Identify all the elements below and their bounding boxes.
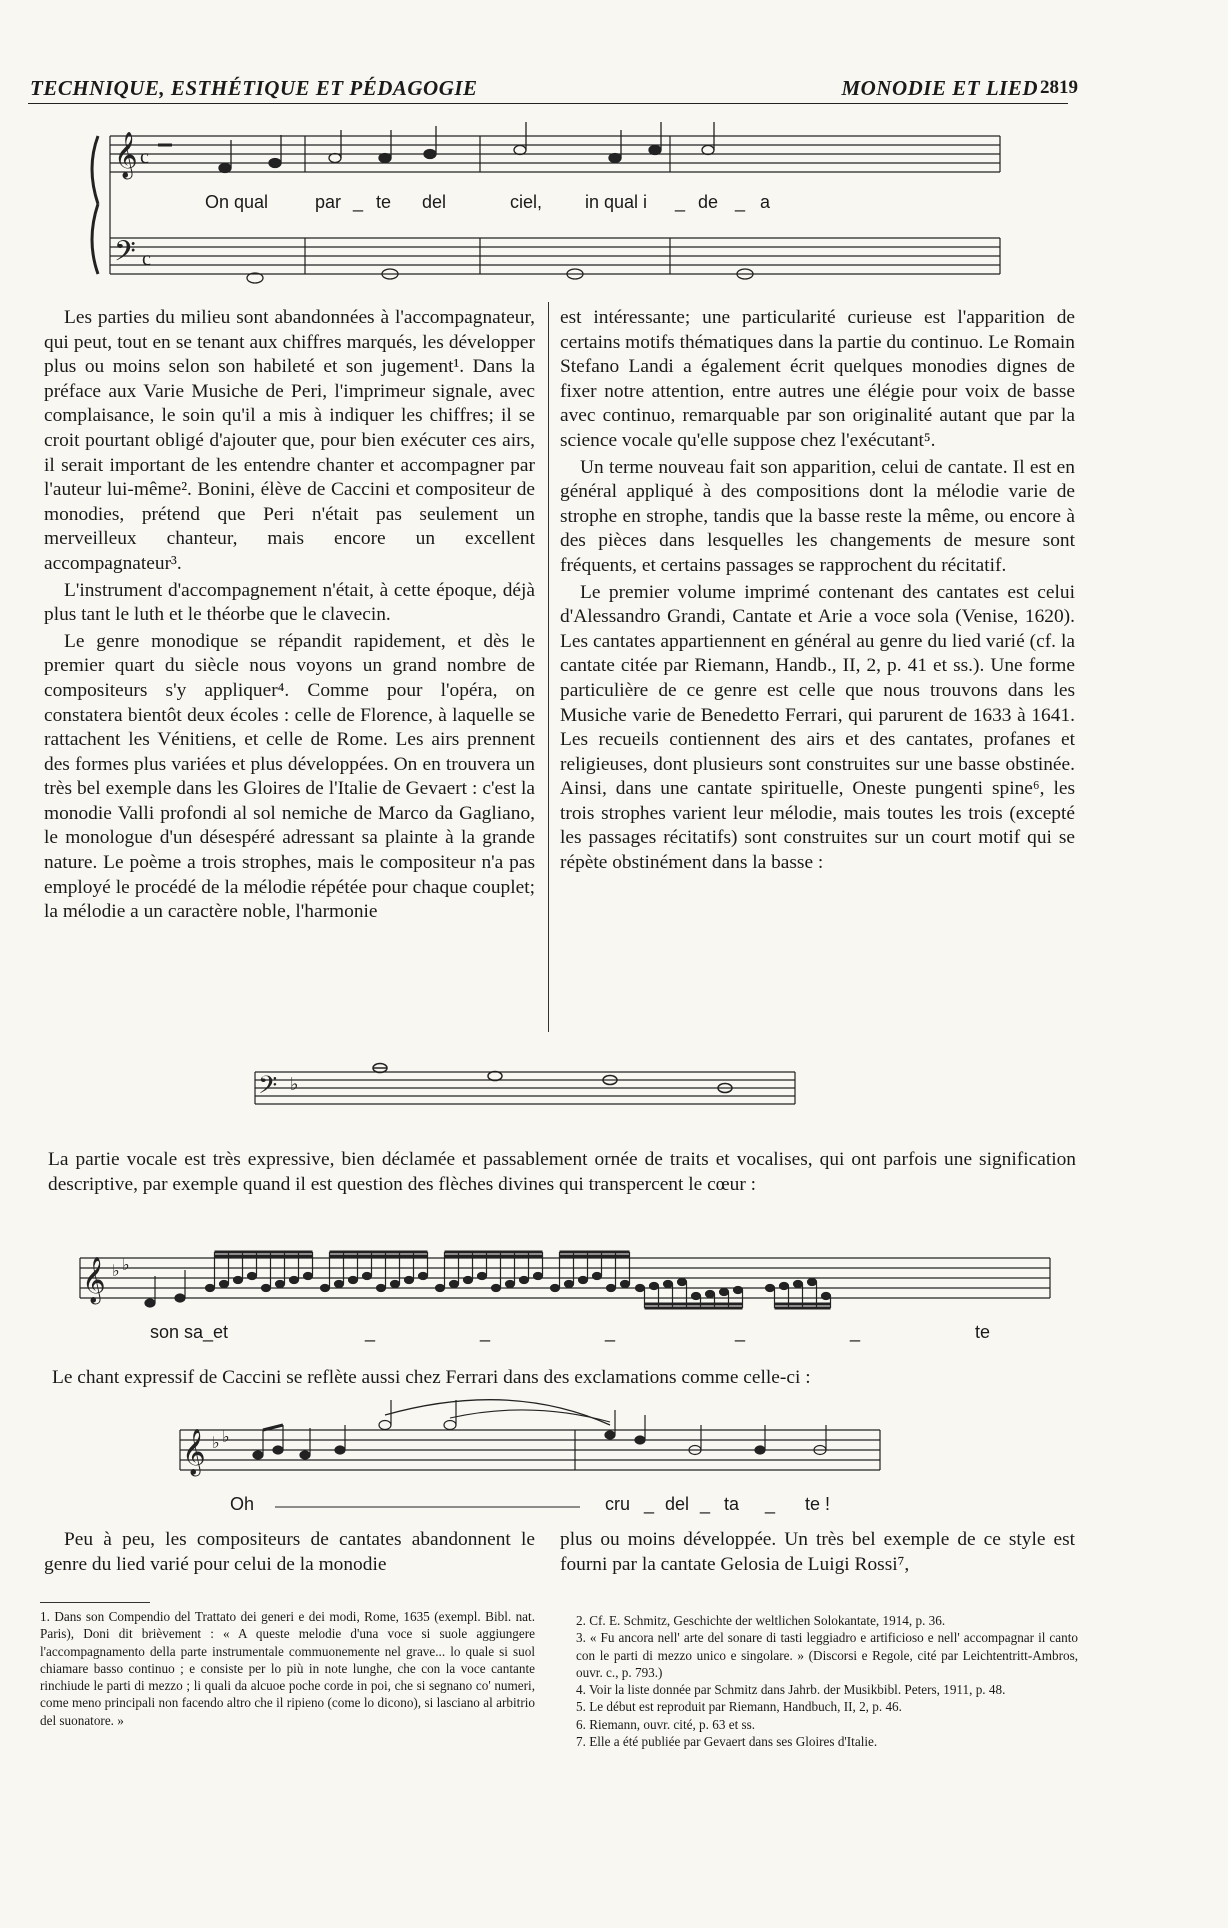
note — [335, 1281, 344, 1288]
lyric: del — [422, 192, 447, 212]
lyric: del — [665, 1494, 690, 1514]
running-header-left: TECHNIQUE, ESTHÉTIQUE ET PÉDAGOGIE — [30, 76, 478, 100]
note — [579, 1277, 588, 1284]
lyric: son sa_et — [150, 1322, 229, 1342]
note — [262, 1285, 271, 1292]
svg-text:𝄞: 𝄞 — [82, 1257, 106, 1302]
note — [706, 1291, 715, 1298]
note — [492, 1285, 501, 1292]
paragraph: Un terme nouveau fait son apparition, celui de cantate. Il est en général appliqué à des compositions dont la mélodie varie de strophe en strophe, tandis que la basse reste la même, ou encore à des pièces dans lesquelles les changements de mesure sont fréquents, et certains passages se rapprochent du récitatif. — [560, 456, 1075, 576]
note — [321, 1285, 330, 1292]
note — [794, 1281, 803, 1288]
svg-text:𝄢: 𝄢 — [114, 237, 136, 274]
note — [808, 1279, 817, 1286]
note — [506, 1281, 515, 1288]
text-column-left-bottom — [44, 1528, 535, 1579]
column-rule — [548, 302, 549, 1032]
text-column-right-bottom — [560, 1528, 1075, 1579]
lyric: _ — [700, 1494, 711, 1514]
paragraph-partie-vocale — [48, 1148, 1076, 1197]
lyric: _ — [735, 1322, 746, 1342]
lyric: _ — [365, 1322, 376, 1342]
svg-text:𝄞: 𝄞 — [182, 1429, 206, 1474]
note — [780, 1283, 789, 1290]
lyric: On qual — [205, 192, 269, 212]
lyric: te ! — [805, 1494, 831, 1514]
note — [565, 1281, 574, 1288]
note — [405, 1277, 414, 1284]
example1-lyrics — [205, 192, 771, 213]
note — [664, 1281, 673, 1288]
paragraph: La partie vocale est très expressive, bien déclamée et passablement ornée de traits et vocalises, qui ont parfois une signification descriptive, par exemple quand il est question des flèches divines qui transpercent le cœur : — [48, 1149, 1076, 1195]
lyric: cru — [605, 1494, 631, 1514]
note — [734, 1287, 743, 1294]
lyric: de — [698, 192, 719, 212]
paragraph: est intéressante; une particularité curieuse est l'apparition de certains motifs thématiques dans la partie du continuo. Le Romain Stefano Landi a également écrit quelques monodies dignes de fixer notre attention, entre autres une élégie pour voix de basse avec continuo, remarquable par son originalité autant que par la science vocale qu'elle suppose chez l'exécutant⁵. — [560, 307, 1075, 451]
lyric: a — [760, 192, 771, 212]
note — [520, 1277, 529, 1284]
text-column-right — [560, 306, 1075, 878]
svg-text:♭: ♭ — [290, 1074, 299, 1094]
note — [234, 1277, 243, 1284]
footnote: 3. « Fu ancora nell' arte del sonare di tasti leggiadro e artificioso e nell' accompagnar il canto con le parti di mezzo unico e singolare. » (Discorsi e Regole, cité par Leichtentritt-Ambros, ouvr. c., p. 793.) — [576, 1630, 1078, 1680]
note — [692, 1293, 701, 1300]
page-number: 2819 — [1040, 77, 1078, 98]
paragraph: plus ou moins développée. Un très bel exemple de ce style est fourni par la cantate Gelosia de Luigi Rossi⁷, — [560, 1529, 1075, 1575]
note — [436, 1285, 445, 1292]
music-example-4-exclamation — [180, 1410, 900, 1520]
note — [450, 1281, 459, 1288]
paragraph: Le genre monodique se répandit rapidement, et dès le premier quart du siècle nous voyons un grand nombre de compositeurs s'y appliquer⁴. Comme pour l'opéra, on constatera bientôt deux écoles : celle de Florence, à laquelle se rattachent les Vénitiens, et celle de Rome. Les airs prennent des formes plus variées et plus développées. On en trouvera un très bel exemple dans les Gloires de l'Italie de Gevaert : c'est la monodie Valli profondi al sol nemiche de Marco da Gagliano, le monologue d'un désespéré adressant sa plainte à la grande nature. Le poème a trois strophes, mais le compositeur n'a pas employé le procédé de la mélodie répétée pour chaque couplet; la mélodie a un caractère noble, l'harmonie — [44, 630, 535, 923]
note — [464, 1277, 473, 1284]
footnote: 5. Le début est reproduit par Riemann, Handbuch, II, 2, p. 46. — [576, 1699, 902, 1715]
note — [248, 1273, 257, 1280]
note — [304, 1273, 313, 1280]
note — [621, 1281, 630, 1288]
note — [206, 1285, 215, 1292]
text-column-left — [44, 306, 535, 927]
music-example-3-vocalise — [80, 1248, 1060, 1344]
paragraph: Le chant expressif de Caccini se reflète aussi chez Ferrari dans des exclamations comme celle-ci : — [52, 1367, 811, 1388]
svg-text:𝄢: 𝄢 — [258, 1072, 278, 1105]
note — [720, 1289, 729, 1296]
note — [290, 1277, 299, 1284]
lyric: _ — [850, 1322, 861, 1342]
svg-text:c: c — [142, 248, 151, 270]
footnote: 6. Riemann, ouvr. cité, p. 63 et ss. — [576, 1716, 756, 1732]
lyric: _ — [675, 192, 686, 212]
paragraph-caccini — [52, 1366, 1080, 1391]
lyric: _ — [644, 1494, 655, 1514]
lyric: _ — [765, 1494, 776, 1514]
note — [678, 1279, 687, 1286]
svg-text:♭: ♭ — [122, 1257, 130, 1274]
lyric: in qual i — [585, 192, 648, 212]
paragraph: Les parties du milieu sont abandonnées à l'accompagnateur, qui peut, tout en se tenant aux chiffres marqués, les développer plus ou moins selon son habileté et son jugement¹. Dans la préface aux Varie Musiche de Peri, l'imprimeur signale, avec complaisance, le soin qu'il a mis à indiquer les chiffres; il se croit pourtant obligé d'ajouter que, pour bien exécuter ces airs, il serait important de les entendre chanter et accompagner par l'auteur lui-même². Bonini, élève de Caccini et compositeur de monodies, prétend que Peri n'était pas seulement un merveilleux chanteur, mais encore un excellent accompagnateur³. — [44, 307, 535, 574]
footnote: 1. Dans son Compendio del Trattato dei generi e dei modi, Rome, 1635 (exempl. Bibl. nat. Paris), Doni dit brièvement : « A queste melodie d'una voce si suole aggiungere l'accompagnamento della parte instrumentale commuonemente nel grave... lo quale si suol chiamare basso continuo ; e consiste per lo più in note lunghe, che con la voce cantante rinchiude le parti di mezzo ; li quali da alcuoe poche corde in poi, che si segnano co' numeri, come meno principali non facendo altro che il ripieno (come lo dicono), si lasciano al arbitrio del suonatore. » — [40, 1609, 535, 1728]
note — [377, 1285, 386, 1292]
svg-text:♭: ♭ — [112, 1263, 120, 1280]
lyric: par — [315, 192, 342, 212]
running-header-right: MONODIE ET LIED — [841, 76, 1038, 100]
note — [276, 1281, 285, 1288]
note — [766, 1285, 775, 1292]
note — [478, 1273, 487, 1280]
svg-text:♭: ♭ — [212, 1435, 220, 1452]
note — [534, 1273, 543, 1280]
note — [822, 1293, 831, 1300]
note — [349, 1277, 358, 1284]
note — [551, 1285, 560, 1292]
svg-text:𝄞: 𝄞 — [114, 132, 138, 177]
note — [636, 1285, 645, 1292]
note — [363, 1273, 372, 1280]
lyric: _ — [735, 192, 746, 212]
lyric: ciel, — [510, 192, 543, 212]
lyric: Oh — [230, 1494, 255, 1514]
lyric: _ — [353, 192, 364, 212]
footnotes-left — [40, 1608, 535, 1729]
note — [593, 1273, 602, 1280]
paragraph: Le premier volume imprimé contenant des cantates est celui d'Alessandro Grandi, Cantate et Arie a voce sola (Venise, 1620). Les cantates appartiennent en général au genre du lied varié (cf. la cantate citée par Riemann, Handb., II, 2, p. 41 et ss.). Une forme particulière de ce genre est celle que nous trouvons dans les Musiche varie de Benedetto Ferrari, qui parurent de 1633 à 1641. Les recueils contiennent des airs et des cantates, profanes et religieuses, dont plusieurs sont construites sur une basse obstinée. Ainsi, dans une cantate spirituelle, Oneste pungenti spine⁶, les trois strophes varient leur mélodie, mais toutes les trois (excepté les passages récitatifs) sont construites sur un court motif qui se répète obstinément dans la basse : — [560, 581, 1075, 874]
svg-text:♭: ♭ — [222, 1429, 230, 1446]
paragraph: L'instrument d'accompagnement n'était, à cette époque, déjà plus tant le luth et le théorbe que le clavecin. — [44, 579, 535, 626]
lyric: te — [376, 192, 392, 212]
note — [391, 1281, 400, 1288]
music-example-1 — [80, 128, 1030, 298]
note — [220, 1281, 229, 1288]
note — [650, 1283, 659, 1290]
footnote-rule — [40, 1602, 150, 1603]
music-example-2-bass-ostinato — [255, 1068, 815, 1108]
lyric: ta — [724, 1494, 740, 1514]
example4-lyrics — [230, 1494, 830, 1515]
note — [419, 1273, 428, 1280]
footnotes-right — [576, 1612, 1078, 1750]
footnote: 4. Voir la liste donnée par Schmitz dans Jahrb. der Musikbibl. Peters, 1911, p. 48. — [576, 1682, 1006, 1698]
footnote: 7. Elle a été publiée par Gevaert dans ses Gloires d'Italie. — [576, 1734, 878, 1750]
header-rule — [28, 103, 1068, 104]
footnote: 2. Cf. E. Schmitz, Geschichte der weltlichen Solokantate, 1914, p. 36. — [576, 1613, 946, 1628]
example3-lyrics — [150, 1322, 990, 1343]
note — [607, 1285, 616, 1292]
lyric: _ — [605, 1322, 616, 1342]
lyric: _ — [480, 1322, 491, 1342]
svg-text:c: c — [140, 146, 149, 168]
lyric: te — [975, 1322, 991, 1342]
paragraph: Peu à peu, les compositeurs de cantates abandonnent le genre du lied varié pour celui de la monodie — [44, 1529, 535, 1575]
